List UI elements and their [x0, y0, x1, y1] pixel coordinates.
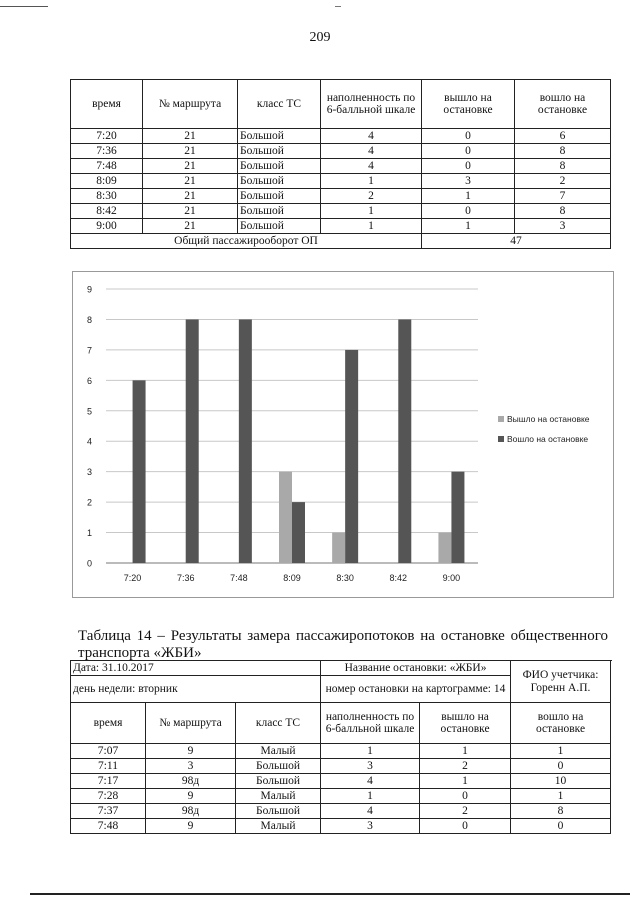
- table-row: [71, 774, 611, 789]
- x-tick-label: 7:36: [176, 573, 195, 583]
- page-number: 209: [309, 30, 331, 45]
- table-cell: 21: [143, 174, 238, 189]
- table-cell: 0: [511, 759, 611, 774]
- bottom-rule: [30, 893, 630, 895]
- table-cell: 1: [321, 789, 420, 804]
- table-cell: 1: [422, 189, 515, 204]
- table-cell: Большой: [238, 174, 321, 189]
- table-cell: 0: [422, 204, 515, 219]
- column-header: вышло на остановке: [420, 703, 511, 744]
- table-cell: 0: [420, 819, 511, 834]
- y-tick-label: 9: [86, 284, 92, 295]
- bar: [292, 502, 305, 563]
- table-row: [71, 819, 611, 834]
- column-header: время: [71, 703, 146, 744]
- column-header: класс ТС: [238, 80, 321, 129]
- table-caption: Таблица 14 – Результаты замера пассажиропотоков на остановке общественного транспорта «ЖБИ»: [78, 628, 608, 661]
- meta-row: [71, 661, 611, 676]
- table-cell: 1: [420, 774, 511, 789]
- table-cell: 0: [422, 159, 515, 174]
- table-cell: 8: [515, 204, 611, 219]
- y-tick-label: 7: [86, 345, 92, 356]
- table-cell: Большой: [238, 129, 321, 144]
- table-cell: 7:48: [71, 159, 143, 174]
- table-cell: Большой: [238, 189, 321, 204]
- scan-mark: [335, 6, 341, 7]
- legend-swatch: [498, 436, 504, 442]
- table-cell: 0: [422, 144, 515, 159]
- total-value: 47: [422, 234, 611, 249]
- column-header: класс ТС: [236, 703, 321, 744]
- table-cell: Большой: [236, 774, 321, 789]
- table-cell: 3: [146, 759, 236, 774]
- table-cell: Большой: [238, 219, 321, 234]
- table-cell: 3: [321, 819, 420, 834]
- table-cell: 8: [515, 144, 611, 159]
- counter-name: ФИО учетчика: Горенн А.П.: [511, 661, 611, 703]
- table-cell: Большой: [236, 804, 321, 819]
- table-row: [71, 804, 611, 819]
- x-tick-label: 9:00: [442, 573, 461, 583]
- y-tick-label: 2: [86, 497, 92, 508]
- table-cell: 6: [515, 129, 611, 144]
- table-row: [71, 204, 611, 219]
- y-tick-label: 6: [86, 375, 92, 386]
- table-cell: 0: [420, 789, 511, 804]
- column-header: наполненность по 6-балльной шкале: [321, 80, 422, 129]
- table-cell: Большой: [236, 759, 321, 774]
- table-cell: 98д: [146, 804, 236, 819]
- table-row: [71, 219, 611, 234]
- table-cell: Малый: [236, 744, 321, 759]
- column-header: время: [71, 80, 143, 129]
- table-row: [71, 174, 611, 189]
- table-cell: 1: [511, 744, 611, 759]
- bar: [133, 380, 146, 563]
- table-cell: 0: [511, 819, 611, 834]
- legend-swatch: [498, 416, 504, 422]
- table-cell: 8:42: [71, 204, 143, 219]
- weekday: день недели: вторник: [71, 676, 321, 703]
- bar: [398, 319, 411, 563]
- results-table-13: [70, 79, 611, 249]
- bar: [186, 319, 199, 563]
- table-cell: 1: [422, 219, 515, 234]
- x-tick-label: 8:09: [283, 573, 301, 583]
- y-tick-label: 0: [86, 558, 92, 569]
- table-cell: 7:11: [71, 759, 146, 774]
- table-header-row: [71, 80, 611, 129]
- table-cell: 21: [143, 159, 238, 174]
- results-table-14: [70, 660, 611, 834]
- total-row: [71, 234, 611, 249]
- y-tick-label: 4: [86, 436, 92, 447]
- table-row: [71, 129, 611, 144]
- table-cell: 7:48: [71, 819, 146, 834]
- column-header: вошло на остановке: [511, 703, 611, 744]
- table-cell: 9:00: [71, 219, 143, 234]
- table-cell: 2: [420, 804, 511, 819]
- bar: [451, 472, 464, 563]
- table-cell: 21: [143, 219, 238, 234]
- table-cell: 1: [420, 744, 511, 759]
- legend-label: Вошло на остановке: [507, 434, 589, 444]
- table-row: [71, 189, 611, 204]
- x-tick-label: 7:48: [230, 573, 248, 583]
- table-row: [71, 759, 611, 774]
- x-tick-label: 8:42: [389, 573, 408, 583]
- table-cell: 2: [515, 174, 611, 189]
- table-cell: Большой: [238, 159, 321, 174]
- table-cell: 21: [143, 144, 238, 159]
- y-tick-label: 8: [86, 314, 92, 325]
- table-cell: 7:20: [71, 129, 143, 144]
- column-header: № маршрута: [143, 80, 238, 129]
- table-row: [71, 789, 611, 804]
- y-tick-label: 5: [86, 406, 92, 417]
- table-cell: 7:36: [71, 144, 143, 159]
- table-cell: Большой: [238, 144, 321, 159]
- table-cell: 8: [511, 804, 611, 819]
- table-cell: 0: [422, 129, 515, 144]
- table-cell: 1: [321, 744, 420, 759]
- bar-chart: [72, 271, 614, 598]
- bar: [239, 319, 252, 563]
- table-cell: 4: [321, 804, 420, 819]
- bar: [332, 533, 345, 563]
- table-cell: 98д: [146, 774, 236, 789]
- table-cell: 7:28: [71, 789, 146, 804]
- table-cell: Малый: [236, 789, 321, 804]
- table-header-row: [71, 703, 611, 744]
- table-cell: 7:37: [71, 804, 146, 819]
- y-tick-label: 3: [86, 467, 92, 478]
- column-header: наполненность по 6-балльной шкале: [321, 703, 420, 744]
- column-header: вошло на остановке: [515, 80, 611, 129]
- table-cell: 10: [511, 774, 611, 789]
- stop-number: номер остановки на картограмме: 14: [321, 676, 511, 703]
- table-cell: 3: [515, 219, 611, 234]
- table-cell: 1: [321, 174, 422, 189]
- table-cell: 4: [321, 129, 422, 144]
- table-cell: 3: [321, 759, 420, 774]
- table-cell: 7: [515, 189, 611, 204]
- bar: [345, 350, 358, 563]
- table-cell: 9: [146, 819, 236, 834]
- x-tick-label: 7:20: [123, 573, 142, 583]
- table-cell: 21: [143, 189, 238, 204]
- table-cell: 4: [321, 159, 422, 174]
- table-cell: 2: [321, 189, 422, 204]
- table-cell: 8: [515, 159, 611, 174]
- survey-date: Дата: 31.10.2017: [71, 661, 321, 676]
- bar: [279, 472, 292, 563]
- table-row: [71, 744, 611, 759]
- table-cell: 8:09: [71, 174, 143, 189]
- table-cell: 7:07: [71, 744, 146, 759]
- total-label: Общий пассажирооборот ОП: [71, 234, 422, 249]
- table-cell: 9: [146, 789, 236, 804]
- column-header: № маршрута: [146, 703, 236, 744]
- table-cell: 1: [321, 219, 422, 234]
- y-tick-label: 1: [86, 528, 92, 539]
- table-cell: Большой: [238, 204, 321, 219]
- table-cell: 1: [511, 789, 611, 804]
- x-tick-label: 8:30: [336, 573, 354, 583]
- table-row: [71, 159, 611, 174]
- bar-chart-canvas: [73, 272, 613, 597]
- table-cell: Малый: [236, 819, 321, 834]
- table-cell: 4: [321, 144, 422, 159]
- stop-name: Название остановки: «ЖБИ»: [321, 661, 511, 676]
- table-cell: 3: [422, 174, 515, 189]
- table-cell: 1: [321, 204, 422, 219]
- table-cell: 4: [321, 774, 420, 789]
- legend-label: Вышло на остановке: [507, 414, 590, 424]
- table-cell: 8:30: [71, 189, 143, 204]
- table-row: [71, 144, 611, 159]
- table-cell: 2: [420, 759, 511, 774]
- table-cell: 21: [143, 129, 238, 144]
- table-cell: 9: [146, 744, 236, 759]
- bar: [438, 533, 451, 563]
- table-cell: 7:17: [71, 774, 146, 789]
- table-cell: 21: [143, 204, 238, 219]
- column-header: вышло на остановке: [422, 80, 515, 129]
- scan-mark: [0, 6, 48, 7]
